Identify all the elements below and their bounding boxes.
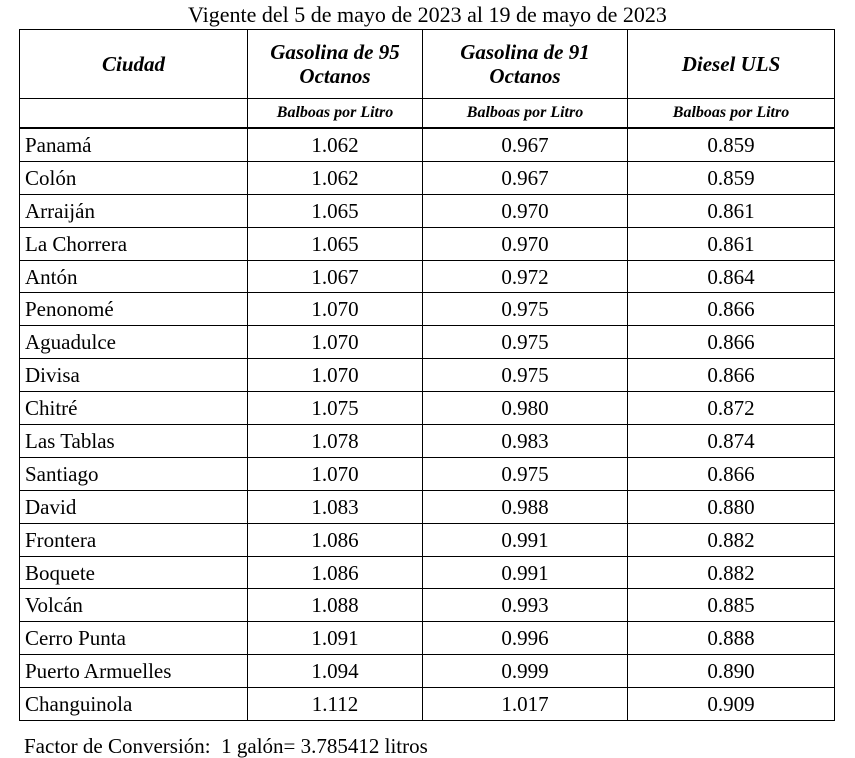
conversion-footnote: Factor de Conversión: 1 galón= 3.785412 litros	[24, 734, 428, 758]
table-row	[20, 359, 835, 392]
unit-city	[20, 99, 248, 129]
diesel-cell: 0.890	[628, 655, 835, 688]
city-cell: Boquete	[20, 556, 248, 589]
diesel-cell: 0.909	[628, 688, 835, 721]
table-row	[20, 161, 835, 194]
gasoline-95-cell: 1.091	[248, 622, 423, 655]
city-cell: David	[20, 490, 248, 523]
table-row	[20, 655, 835, 688]
diesel-cell: 0.866	[628, 293, 835, 326]
gasoline-95-cell: 1.112	[248, 688, 423, 721]
gasoline-91-cell: 0.993	[423, 589, 628, 622]
diesel-cell: 0.885	[628, 589, 835, 622]
diesel-cell: 0.882	[628, 556, 835, 589]
table-row	[20, 293, 835, 326]
unit-diesel: Balboas por Litro	[628, 99, 835, 129]
table-row	[20, 260, 835, 293]
city-cell: Antón	[20, 260, 248, 293]
gasoline-91-cell: 0.970	[423, 194, 628, 227]
table-row	[20, 392, 835, 425]
gasoline-95-cell: 1.062	[248, 128, 423, 161]
gasoline-91-cell: 0.999	[423, 655, 628, 688]
fuel-price-table	[19, 29, 835, 721]
diesel-cell: 0.861	[628, 227, 835, 260]
gasoline-91-cell: 0.967	[423, 161, 628, 194]
gasoline-95-cell: 1.070	[248, 457, 423, 490]
table-row	[20, 490, 835, 523]
diesel-cell: 0.882	[628, 523, 835, 556]
diesel-cell: 0.861	[628, 194, 835, 227]
city-cell: Puerto Armuelles	[20, 655, 248, 688]
table-row	[20, 194, 835, 227]
table-row	[20, 622, 835, 655]
table-row	[20, 589, 835, 622]
gasoline-91-cell: 0.988	[423, 490, 628, 523]
table-caption: Vigente del 5 de mayo de 2023 al 19 de mayo de 2023	[188, 2, 667, 27]
header-gasoline-91	[423, 30, 628, 99]
header-diesel: Diesel ULS	[628, 30, 835, 99]
gasoline-91-cell: 0.975	[423, 293, 628, 326]
table-row	[20, 457, 835, 490]
diesel-cell: 0.866	[628, 359, 835, 392]
city-cell: Cerro Punta	[20, 622, 248, 655]
gasoline-95-cell: 1.070	[248, 359, 423, 392]
gasoline-91-cell: 0.996	[423, 622, 628, 655]
table-row	[20, 425, 835, 458]
gasoline-91-cell: 1.017	[423, 688, 628, 721]
diesel-cell: 0.866	[628, 457, 835, 490]
table-row	[20, 326, 835, 359]
gasoline-91-cell: 0.991	[423, 523, 628, 556]
city-cell: Divisa	[20, 359, 248, 392]
gasoline-95-cell: 1.086	[248, 556, 423, 589]
header-gasoline-91-label: Gasolina de 91 Octanos	[460, 40, 590, 88]
city-cell: Arraiján	[20, 194, 248, 227]
diesel-cell: 0.859	[628, 161, 835, 194]
table-row	[20, 556, 835, 589]
gasoline-91-cell: 0.967	[423, 128, 628, 161]
units-row	[20, 99, 835, 129]
gasoline-95-cell: 1.065	[248, 194, 423, 227]
city-cell: Changuinola	[20, 688, 248, 721]
city-cell: La Chorrera	[20, 227, 248, 260]
city-cell: Volcán	[20, 589, 248, 622]
header-city: Ciudad	[20, 30, 248, 99]
gasoline-91-cell: 0.980	[423, 392, 628, 425]
gasoline-91-cell: 0.975	[423, 457, 628, 490]
gasoline-91-cell: 0.970	[423, 227, 628, 260]
header-gasoline-95	[248, 30, 423, 99]
city-cell: Aguadulce	[20, 326, 248, 359]
gasoline-91-cell: 0.972	[423, 260, 628, 293]
gasoline-95-cell: 1.086	[248, 523, 423, 556]
city-cell: Penonomé	[20, 293, 248, 326]
diesel-cell: 0.888	[628, 622, 835, 655]
gasoline-95-cell: 1.094	[248, 655, 423, 688]
city-cell: Frontera	[20, 523, 248, 556]
unit-gasoline-95: Balboas por Litro	[248, 99, 423, 129]
diesel-cell: 0.866	[628, 326, 835, 359]
diesel-cell: 0.880	[628, 490, 835, 523]
gasoline-91-cell: 0.975	[423, 326, 628, 359]
diesel-cell: 0.864	[628, 260, 835, 293]
unit-gasoline-91: Balboas por Litro	[423, 99, 628, 129]
city-cell: Chitré	[20, 392, 248, 425]
gasoline-95-cell: 1.088	[248, 589, 423, 622]
gasoline-95-cell: 1.083	[248, 490, 423, 523]
table-row	[20, 523, 835, 556]
city-cell: Las Tablas	[20, 425, 248, 458]
city-cell: Panamá	[20, 128, 248, 161]
gasoline-91-cell: 0.983	[423, 425, 628, 458]
city-cell: Santiago	[20, 457, 248, 490]
city-cell: Colón	[20, 161, 248, 194]
table-row	[20, 688, 835, 721]
table-body	[20, 128, 835, 721]
gasoline-95-cell: 1.075	[248, 392, 423, 425]
gasoline-91-cell: 0.991	[423, 556, 628, 589]
table-row	[20, 227, 835, 260]
gasoline-95-cell: 1.065	[248, 227, 423, 260]
gasoline-95-cell: 1.070	[248, 293, 423, 326]
header-row	[20, 30, 835, 99]
gasoline-95-cell: 1.067	[248, 260, 423, 293]
diesel-cell: 0.874	[628, 425, 835, 458]
header-gasoline-95-label: Gasolina de 95 Octanos	[270, 40, 400, 88]
gasoline-91-cell: 0.975	[423, 359, 628, 392]
gasoline-95-cell: 1.062	[248, 161, 423, 194]
table-row	[20, 128, 835, 161]
diesel-cell: 0.872	[628, 392, 835, 425]
gasoline-95-cell: 1.078	[248, 425, 423, 458]
gasoline-95-cell: 1.070	[248, 326, 423, 359]
diesel-cell: 0.859	[628, 128, 835, 161]
